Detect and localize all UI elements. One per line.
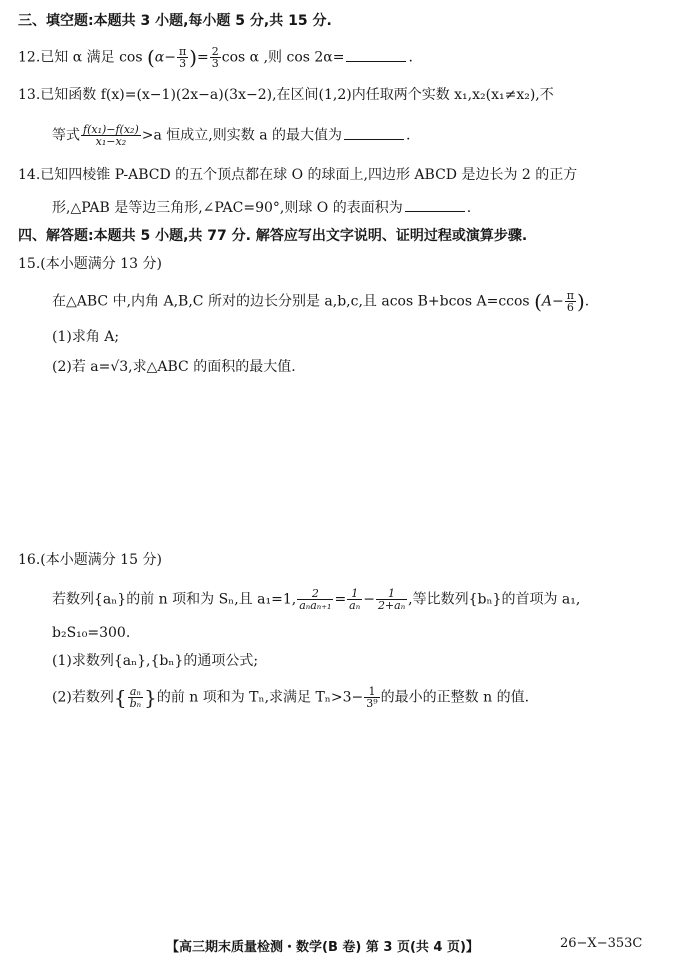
equals: = [334, 591, 347, 608]
question-15-heading: 15.(本小题满分 13 分) [18, 256, 162, 272]
denominator: 3 [211, 57, 219, 70]
denominator: aₙaₙ₊₁ [299, 599, 332, 612]
question-15-part-2: (2)若 a=√3,求△ABC 的面积的最大值. [52, 359, 296, 375]
question-13-line-1 [18, 88, 554, 103]
question-number: 14. [18, 167, 41, 183]
period: . [584, 293, 590, 310]
expr: A− [541, 293, 564, 310]
equals: = [197, 49, 209, 66]
numerator: 2 [211, 45, 219, 58]
question-16-part-2 [52, 686, 529, 709]
denominator: 6 [566, 301, 574, 314]
question-16-heading: 16.(本小题满分 15 分) [18, 552, 162, 568]
denominator: 3⁹ [366, 697, 378, 710]
denominator: 3 [179, 57, 187, 70]
period: . [406, 127, 411, 144]
question-text: 已知四棱锥 P-ABCD 的五个顶点都在球 O 的球面上,四边形 ABCD 是边长为 2 的正方 [40, 167, 578, 183]
exam-code: 26−X−353C [560, 936, 643, 951]
fraction [376, 588, 407, 611]
question-16-line-2: b₂S₁₀=300. [52, 625, 131, 641]
question-16-stem [52, 588, 580, 611]
question-text-2: cos α ,则 cos 2α= [221, 49, 345, 66]
question-text: (2)若数列 [52, 689, 114, 706]
left-paren: ( [534, 289, 542, 314]
fraction [128, 686, 144, 709]
question-text: 已知 α 满足 cos [40, 49, 143, 66]
expr: α− [154, 49, 176, 66]
numerator: aₙ [128, 686, 144, 698]
question-text-3: 的最小的正整数 n 的值. [380, 689, 530, 706]
fraction [297, 588, 333, 611]
numerator: 2 [297, 588, 333, 600]
section-4-heading: 四、解答题:本题共 5 小题,共 77 分. 解答应写出文字说明、证明过程或演算步骤. [18, 228, 528, 244]
numerator: 1 [364, 686, 379, 698]
right-paren: ) [576, 289, 585, 314]
question-text: 已知函数 f(x)=(x−1)(2x−a)(3x−2),在区间(1,2)内任取两个实数 x₁,x₂(x₁≠x₂),不 [40, 87, 554, 103]
right-brace: } [144, 685, 157, 710]
question-16-part-1: (1)求数列{aₙ},{bₙ}的通项公式; [52, 653, 259, 669]
fraction [565, 290, 576, 313]
question-number: 13. [18, 87, 41, 103]
numerator: f(x₁)−f(x₂) [83, 123, 139, 136]
question-14-line-2 [52, 199, 471, 216]
question-number: 12. [18, 49, 41, 66]
question-text: 形,△PAB 是等边三角形,∠PAC=90°,则球 O 的表面积为 [52, 200, 403, 216]
right-paren: ) [189, 45, 198, 70]
period: . [466, 200, 472, 216]
answer-blank[interactable] [405, 199, 465, 212]
numerator: 1 [347, 588, 362, 600]
period: . [408, 49, 413, 66]
left-brace: { [113, 685, 127, 710]
fraction [81, 124, 141, 147]
section-3-heading: 三、填空题:本题共 3 小题,每小题 5 分,共 15 分. [18, 13, 332, 29]
question-14-line-1 [18, 168, 577, 183]
question-text: 若数列{aₙ}的前 n 项和为 Sₙ,且 a₁=1, [52, 591, 297, 608]
minus: − [363, 591, 375, 608]
question-15-part-1: (1)求角 A; [52, 329, 120, 345]
question-text: 等式 [52, 127, 80, 144]
answer-blank[interactable] [344, 127, 404, 140]
answer-blank[interactable] [346, 49, 406, 62]
question-text-2: 的前 n 项和为 Tₙ,求满足 Tₙ>3− [156, 689, 364, 706]
denominator: x₁−x₂ [95, 135, 127, 148]
question-12 [18, 46, 413, 69]
fraction [347, 588, 362, 611]
numerator: π [178, 45, 187, 58]
denominator: bₙ [129, 697, 142, 710]
denominator: 2+aₙ [377, 599, 406, 612]
question-text: 在△ABC 中,内角 A,B,C 所对的边长分别是 a,b,c,且 acos B+bcos A=ccos [52, 293, 530, 310]
question-text-2: ,等比数列{bₙ}的首项为 a₁, [408, 591, 581, 608]
question-15-stem [52, 290, 589, 313]
left-paren: ( [146, 45, 155, 70]
fraction [210, 46, 221, 69]
denominator: aₙ [349, 599, 361, 612]
page-footer: 【高三期末质量检测・数学(B 卷) 第 3 页(共 4 页)】 [166, 940, 479, 955]
numerator: 1 [376, 588, 407, 600]
fraction [177, 46, 188, 69]
question-13-line-2 [52, 124, 410, 147]
numerator: π [566, 289, 574, 302]
fraction [364, 686, 379, 709]
question-text-2: >a 恒成立,则实数 a 的最大值为 [141, 127, 342, 144]
